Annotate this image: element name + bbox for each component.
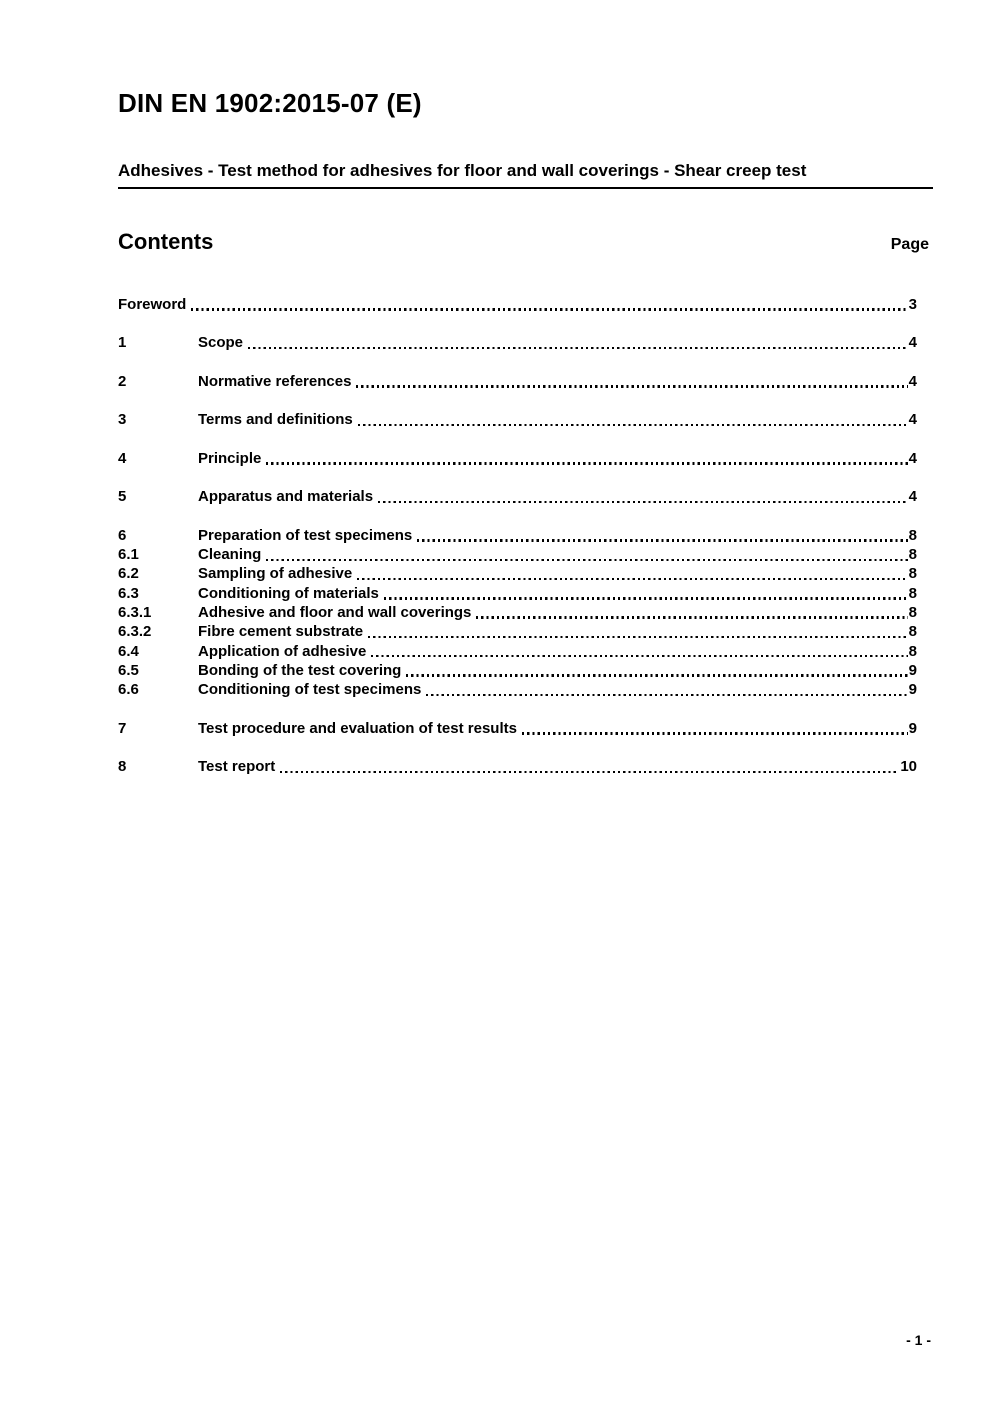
toc-entry-title: Fibre cement substrate bbox=[198, 623, 364, 641]
toc-entry bbox=[118, 410, 933, 429]
toc-entry-title: Sampling of adhesive bbox=[198, 565, 353, 583]
dot-leader bbox=[368, 636, 908, 638]
toc-entry-number: 3 bbox=[118, 411, 127, 429]
toc-entry-title: Scope bbox=[198, 334, 244, 352]
toc-entry-title: Terms and definitions bbox=[198, 411, 353, 429]
toc-entry bbox=[118, 333, 933, 352]
dot-leader bbox=[358, 424, 908, 426]
toc-entry-number: 6.3.1 bbox=[118, 604, 152, 622]
toc-entry-title: Adhesive and floor and wall coverings bbox=[198, 604, 472, 622]
dot-leader bbox=[476, 616, 907, 618]
toc-entry-title: Cleaning bbox=[198, 546, 262, 564]
toc-entry-title: Test procedure and evaluation of test results bbox=[198, 719, 517, 737]
toc-entry-title: Preparation of test specimens bbox=[198, 526, 413, 544]
dot-leader bbox=[356, 385, 907, 387]
toc-entry-page: 4 bbox=[908, 411, 917, 429]
toc-entry-number: 6.2 bbox=[118, 565, 139, 583]
toc-entry-page: 4 bbox=[908, 449, 917, 467]
toc-entry-page: 4 bbox=[908, 372, 917, 390]
toc-entry-page: 8 bbox=[908, 642, 917, 660]
toc-entry-number: 7 bbox=[118, 719, 127, 737]
toc-entry-page: 8 bbox=[908, 584, 917, 602]
dot-leader bbox=[522, 732, 908, 734]
toc-entry bbox=[118, 719, 933, 738]
toc-entry-number: 1 bbox=[118, 334, 127, 352]
toc-entry-title: Conditioning of test specimens bbox=[198, 681, 422, 699]
toc-entry-page: 4 bbox=[908, 334, 917, 352]
toc-entry-page: 8 bbox=[908, 623, 917, 641]
toc-entry-page: 3 bbox=[908, 295, 917, 313]
toc-entry-page: 8 bbox=[908, 604, 917, 622]
toc-entry bbox=[118, 372, 933, 391]
toc-entry-page: 10 bbox=[900, 758, 917, 776]
toc-entry bbox=[118, 487, 933, 506]
toc-entry-number: 6.3 bbox=[118, 584, 139, 602]
toc-entry-number: 6.1 bbox=[118, 546, 139, 564]
toc-entry-number: 4 bbox=[118, 449, 127, 467]
page-column-label: Page bbox=[890, 235, 929, 253]
toc-entry-title: Application of adhesive bbox=[198, 642, 367, 660]
page-number-footer: - 1 - bbox=[906, 1332, 931, 1348]
dot-leader bbox=[426, 694, 907, 696]
dot-leader bbox=[357, 578, 907, 580]
table-of-contents bbox=[118, 295, 933, 777]
toc-entry bbox=[118, 584, 933, 603]
toc-entry-number: 6 bbox=[118, 526, 127, 544]
toc-entry-page: 4 bbox=[908, 488, 917, 506]
dot-leader bbox=[191, 308, 907, 310]
toc-entry-page: 8 bbox=[908, 546, 917, 564]
toc-entry-title: Foreword bbox=[118, 295, 187, 313]
dot-leader bbox=[406, 674, 907, 676]
dot-leader bbox=[266, 559, 907, 561]
toc-entry-page: 9 bbox=[908, 681, 917, 699]
toc-entry-number: 5 bbox=[118, 488, 127, 506]
toc-entry-title: Test report bbox=[198, 758, 276, 776]
toc-entry-page: 8 bbox=[908, 526, 917, 544]
toc-entry bbox=[118, 449, 933, 468]
toc-entry bbox=[118, 661, 933, 680]
toc-entry-number: 6.6 bbox=[118, 681, 139, 699]
toc-entry-number: 2 bbox=[118, 372, 127, 390]
toc-entry-number: 6.3.2 bbox=[118, 623, 152, 641]
dot-leader bbox=[280, 771, 899, 773]
toc-entry-number: 6.5 bbox=[118, 661, 139, 679]
toc-entry bbox=[118, 622, 933, 641]
toc-entry-title: Normative references bbox=[198, 372, 352, 390]
toc-entry-page: 9 bbox=[908, 661, 917, 679]
dot-leader bbox=[378, 501, 908, 503]
toc-entry-title: Bonding of the test covering bbox=[198, 661, 402, 679]
dot-leader bbox=[248, 347, 908, 349]
contents-header bbox=[118, 229, 933, 255]
toc-entry-title: Apparatus and materials bbox=[198, 488, 374, 506]
toc-entry bbox=[118, 526, 933, 545]
contents-heading: Contents bbox=[118, 228, 214, 254]
toc-entry-title: Conditioning of materials bbox=[198, 584, 379, 602]
toc-entry bbox=[118, 680, 933, 699]
doc-number: DIN EN 1902:2015-07 (E) bbox=[118, 88, 422, 118]
toc-entry bbox=[118, 603, 933, 622]
dot-leader bbox=[371, 655, 907, 657]
dot-leader bbox=[266, 462, 907, 464]
dot-leader bbox=[417, 539, 907, 541]
toc-entry bbox=[118, 642, 933, 661]
toc-entry-number: 6.4 bbox=[118, 642, 139, 660]
toc-entry-number: 8 bbox=[118, 758, 127, 776]
toc-entry-page: 9 bbox=[908, 719, 917, 737]
toc-entry bbox=[118, 564, 933, 583]
toc-entry-page: 8 bbox=[908, 565, 917, 583]
toc-entry bbox=[118, 545, 933, 564]
doc-title: Adhesives - Test method for adhesives for floor and wall coverings - Shear creep test bbox=[118, 161, 933, 188]
dot-leader bbox=[384, 597, 908, 599]
toc-entry bbox=[118, 295, 933, 314]
toc-entry bbox=[118, 757, 933, 776]
toc-entry-title: Principle bbox=[198, 449, 262, 467]
